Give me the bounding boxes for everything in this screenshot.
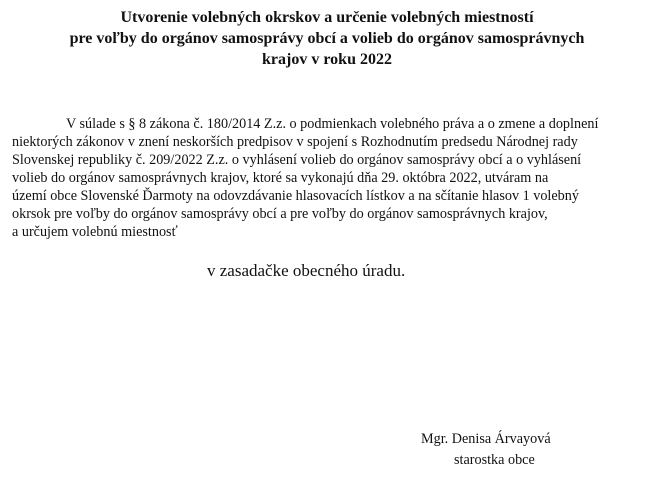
polling-place-text: v zasadačke obecného úradu. xyxy=(207,261,406,280)
body-line: volieb do orgánov samosprávnych krajov, ktoré sa vykonajú dňa 29. októbra 2022, utváram na xyxy=(12,170,549,186)
signatory-name: Mgr. Denisa Árvayová xyxy=(421,431,551,447)
body-line: niektorých zákonov v znení neskorších predpisov v spojení s Rozhodnutím predsedu Národnej rady xyxy=(12,134,578,150)
body-line: V súlade s § 8 zákona č. 180/2014 Z.z. o podmienkach volebného práva a o zmene a doplnení xyxy=(66,116,599,132)
body-line: okrsok pre voľby do orgánov samosprávy obcí a pre voľby do orgánov samosprávnych krajov, xyxy=(12,206,548,222)
body-line: Slovenskej republiky č. 209/2022 Z.z. o vyhlásení volieb do orgánov samosprávy obcí a o vyhlásení xyxy=(12,152,582,168)
signatory-role: starostka obce xyxy=(454,452,535,468)
body-line: území obce Slovenské Ďarmoty na odovzdávanie hlasovacích lístkov a na sčítanie hlasov 1 volebný xyxy=(12,188,579,204)
document-title-line-3: krajov v roku 2022 xyxy=(262,51,392,68)
body-line: a určujem volebnú miestnosť xyxy=(12,224,178,240)
document-title-line-2: pre voľby do orgánov samosprávy obcí a volieb do orgánov samosprávnych xyxy=(69,30,585,47)
document-title-line-1: Utvorenie volebných okrskov a určenie volebných miestností xyxy=(120,9,534,26)
